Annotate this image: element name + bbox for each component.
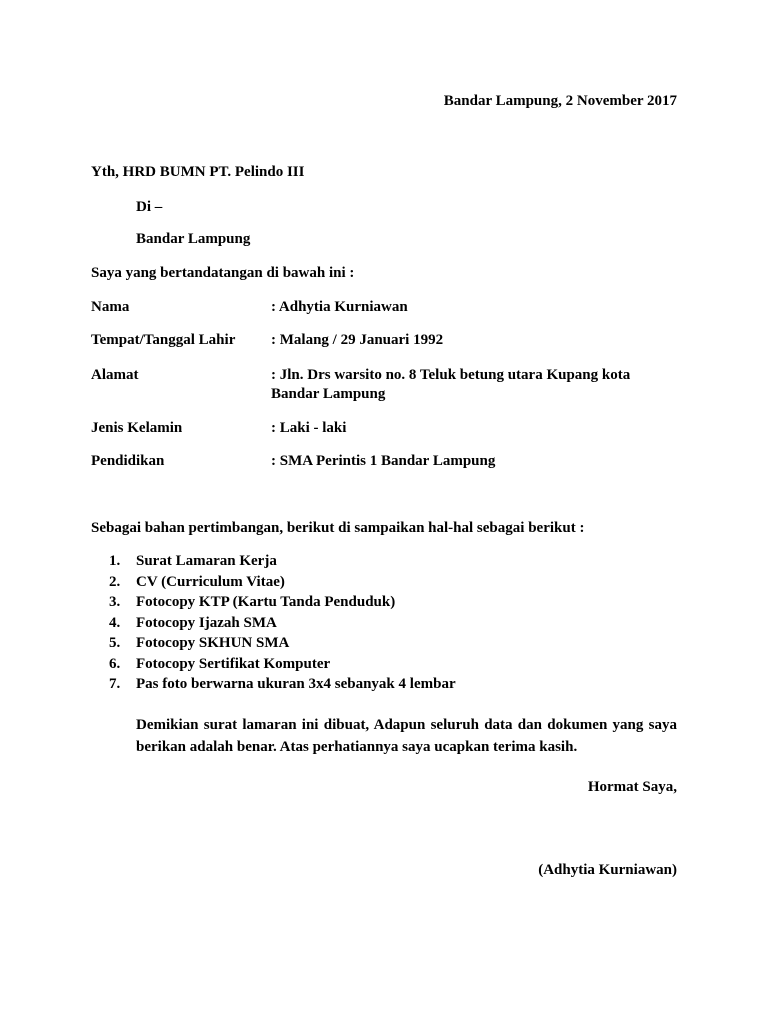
field-value-ttl: : Malang / 29 Januari 1992 [271, 332, 444, 348]
field-value-jenis-kelamin: : Laki - laki [271, 420, 347, 436]
letter-date: Bandar Lampung, 2 November 2017 [443, 93, 677, 109]
recipient-di: Di – [136, 199, 163, 215]
list-item-number: 3. [109, 594, 121, 610]
list-item [109, 654, 456, 675]
list-item-number: 6. [109, 655, 121, 672]
list-item-text: Fotocopy Ijazah SMA [136, 614, 277, 631]
list-item-text: Fotocopy Sertifikat Komputer [136, 655, 331, 672]
list-item-text: Pas foto berwarna ukuran 3x4 sebanyak 4 lembar [136, 676, 456, 692]
field-label-nama: Nama [91, 299, 130, 315]
field-label-alamat: Alamat [91, 367, 139, 383]
field-value-pendidikan: : SMA Perintis 1 Bandar Lampung [271, 453, 496, 469]
list-item-text: Fotocopy KTP (Kartu Tanda Penduduk) [136, 594, 396, 610]
list-item-number: 2. [109, 573, 121, 590]
attachment-list [109, 551, 456, 695]
list-item [109, 613, 456, 634]
list-item [109, 674, 456, 695]
list-item-text: Surat Lamaran Kerja [136, 553, 277, 569]
list-item-number: 1. [109, 553, 121, 569]
list-item-number: 4. [109, 614, 121, 631]
list-item-number: 5. [109, 635, 121, 651]
field-label-pendidikan: Pendidikan [91, 453, 165, 469]
list-item [109, 572, 456, 593]
list-item [109, 551, 456, 572]
recipient-city: Bandar Lampung [136, 231, 251, 247]
list-item-number: 7. [109, 676, 121, 692]
field-value-nama: : Adhytia Kurniawan [271, 299, 408, 315]
field-value-alamat-line2: Bandar Lampung [271, 386, 386, 402]
closing-paragraph: Demikian surat lamaran ini dibuat, Adapun seluruh data dan dokumen yang saya berikan adalah benar. Atas perhatiannya saya ucapkan terima kasih. [136, 717, 677, 755]
recipient-line: Yth, HRD BUMN PT. Pelindo III [91, 164, 305, 180]
field-label-ttl: Tempat/Tanggal Lahir [91, 332, 236, 348]
field-label-jenis-kelamin: Jenis Kelamin [91, 420, 183, 436]
list-item [109, 633, 456, 654]
regards-line: Hormat Saya, [587, 779, 677, 795]
field-value-alamat: : Jln. Drs warsito no. 8 Teluk betung utara Kupang kota [271, 367, 631, 383]
list-item [109, 592, 456, 613]
signature-name: (Adhytia Kurniawan) [538, 862, 677, 878]
list-item-text: CV (Curriculum Vitae) [136, 573, 285, 590]
consideration-text: Sebagai bahan pertimbangan, berikut di sampaikan hal-hal sebagai berikut : [91, 520, 585, 536]
list-item-text: Fotocopy SKHUN SMA [136, 635, 290, 651]
intro-text: Saya yang bertandatangan di bawah ini : [91, 265, 355, 281]
